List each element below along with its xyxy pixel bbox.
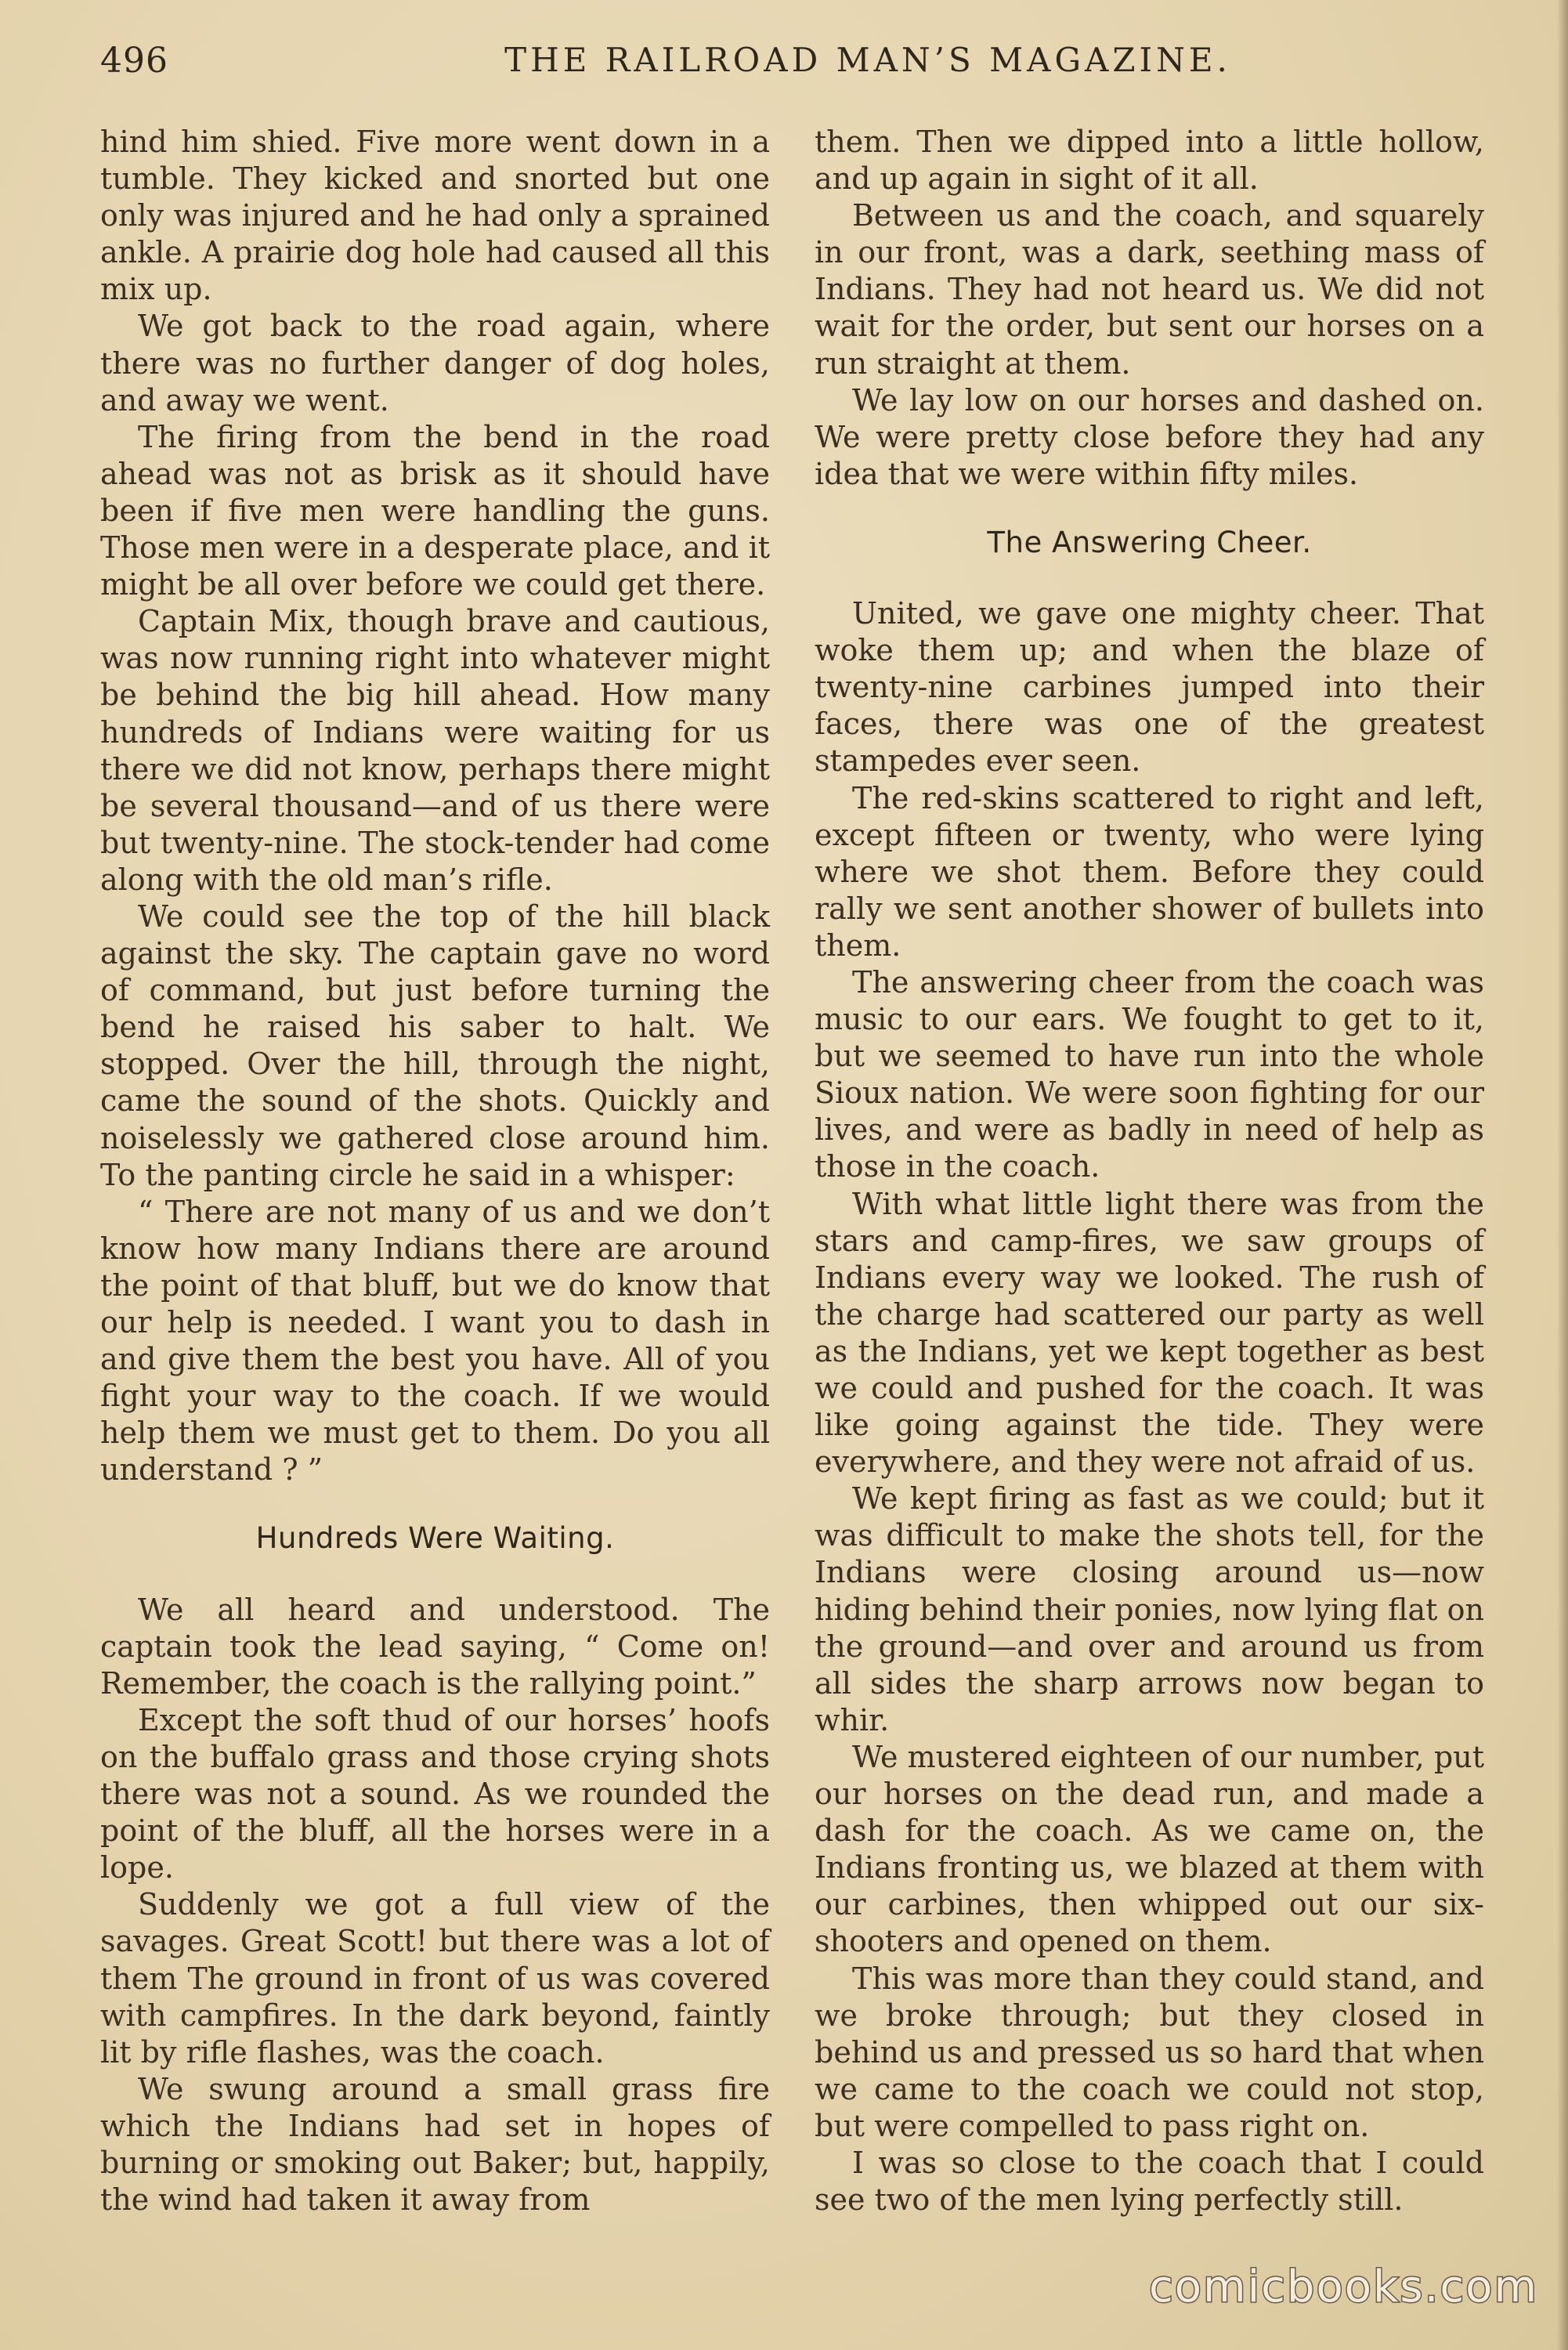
paragraph: We could see the top of the hill black against the sky. The captain gave no word of command, but just before turning the bend he raised his saber to halt. We stopped. Over the hill, through the night, came the sound of the shots. Quickly and noiselessly we gathered close around him. To the panting circle he said in a whisper: xyxy=(100,898,770,1192)
paragraph: The red-skins scattered to right and left, except fifteen or twenty, who were lying where we shot them. Before they could rally we sent another shower of bullets into them. xyxy=(815,780,1484,963)
running-head: THE RAILROAD MAN’S MAGAZINE. xyxy=(504,41,1231,79)
paragraph: We kept firing as fast as we could; but it was difficult to make the shots tell, for the Indians were closing around us—now hiding behind their ponies, now lying flat on the ground—and over and around us from all sides the sharp arrows now began to whir. xyxy=(815,1481,1484,1737)
paragraph-quote: “ There are not many of us and we don’t know how many Indians there are around the point of that bluff, but we do know that our help is needed. I want you to dash in and give them the best you have. All of you fight your way to the coach. If we would help them we must get to them. Do you all understand ? ” xyxy=(100,1194,770,1488)
paragraph: We swung around a small grass fire which the Indians had set in hopes of burning or smoking out Baker; but, happily, the wind had taken it away from xyxy=(100,2071,770,2218)
paragraph: This was more than they could stand, and we broke through; but they closed in behind us and pressed us so hard that when we came to the coach we could not stop, but were compelled to pass right on. xyxy=(815,1961,1484,2143)
paragraph: them. Then we dipped into a little hollow, and up again in sight of it all. xyxy=(815,125,1484,197)
paragraph: Captain Mix, though brave and cautious, was now running right into whatever might be behind the big hill ahead. How many hundreds of Indians were waiting for us there we did not know, perhaps there might be several thousand—and of us there were but twenty-nine. The stock-tender had come along with the old man’s rifle. xyxy=(100,604,770,897)
paragraph: We mustered eighteen of our number, put our horses on the dead run, and made a dash for the coach. As we came on, the Indians fronting us, we blazed at them with our carbines, then whipped out our six-shooters and opened on them. xyxy=(815,1739,1484,1959)
paragraph: United, we gave one mighty cheer. That woke them up; and when the blaze of twenty-nine carbines jumped into their faces, there was one of the greatest stampedes ever seen. xyxy=(815,596,1484,779)
page-number: 496 xyxy=(100,41,168,81)
paragraph: Between us and the coach, and squarely in our front, was a dark, seething mass of Indians. They had not heard us. We did not wait for the order, but sent our horses on a run straight at them. xyxy=(815,198,1484,381)
paragraph: I was so close to the coach that I could see two of the men lying perfectly still. xyxy=(815,2145,1484,2218)
paragraph: We got back to the road again, where there was no further danger of dog holes, and away we went. xyxy=(100,309,770,418)
page-header xyxy=(100,41,1494,96)
paragraph: Suddenly we got a full view of the savages. Great Scott! but there was a lot of them The ground in front of us was covered with campfires. In the dark beyond, faintly lit by rifle flashes, was the coach. xyxy=(100,1887,770,2070)
section-heading: Hundreds Were Waiting. xyxy=(255,1521,615,1556)
paragraph: The answering cheer from the coach was music to our ears. We fought to get to it, but we seemed to have run into the whole Sioux nation. We were soon fighting for our lives, and were as badly in need of help as those in the coach. xyxy=(815,964,1484,1184)
left-column xyxy=(100,124,770,2218)
scan-edge-shadow xyxy=(1557,0,1568,2350)
watermark-logo: comicbooks.com xyxy=(1148,2261,1538,2312)
paragraph: We lay low on our horses and dashed on. We were pretty close before they had any idea that we were within fifty miles. xyxy=(815,382,1484,491)
right-column xyxy=(815,124,1484,2218)
paragraph: With what little light there was from the stars and camp-fires, we saw groups of Indians every way we looked. The rush of the charge had scattered our party as well as the Indians, yet we kept together as best we could and pushed for the coach. It was like going against the tide. They were everywhere, and they were not afraid of us. xyxy=(815,1186,1484,1480)
paragraph: We all heard and understood. The captain took the lead saying, “ Come on! Remember, the coach is the rallying point.” xyxy=(100,1592,770,1701)
section-heading: The Answering Cheer. xyxy=(987,525,1312,559)
paragraph: The firing from the bend in the road ahead was not as brisk as it should have been if five men were handling the guns. Those men were in a desperate place, and it might be all over before we could get there. xyxy=(100,419,770,602)
paragraph: hind him shied. Five more went down in a tumble. They kicked and snorted but one only was injured and he had only a sprained ankle. A prairie dog hole had caused all this mix up. xyxy=(100,125,770,307)
paragraph: Except the soft thud of our horses’ hoofs on the buffalo grass and those crying shots there was not a sound. As we rounded the point of the bluff, all the horses were in a lope. xyxy=(100,1702,770,1885)
